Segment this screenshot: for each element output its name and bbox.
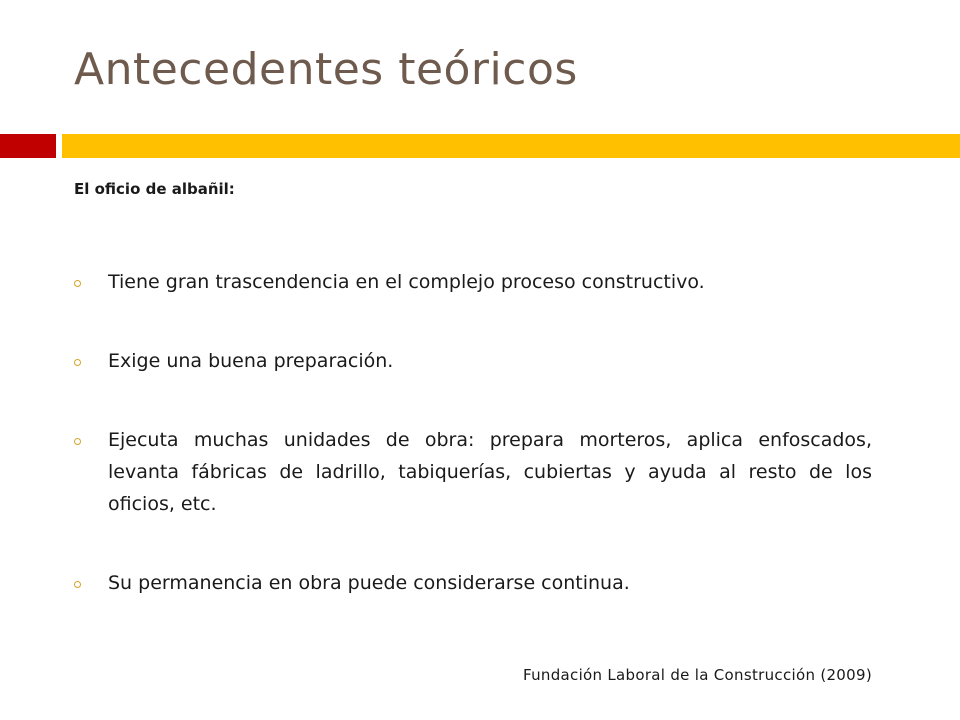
circle-bullet-icon bbox=[74, 359, 81, 366]
bullet-list bbox=[74, 266, 872, 646]
citation: Fundación Laboral de la Construcción (2009) bbox=[522, 666, 872, 684]
bullet-text: Tiene gran trascendencia en el complejo proceso constructivo. bbox=[108, 271, 705, 293]
bullet-text: Su permanencia en obra puede considerarse continua. bbox=[108, 572, 630, 594]
bullet-item-1 bbox=[74, 266, 872, 298]
circle-bullet-icon bbox=[74, 581, 81, 588]
slide-subtitle: El oficio de albañil: bbox=[74, 180, 235, 198]
circle-bullet-icon bbox=[74, 438, 81, 445]
bullet-item-2 bbox=[74, 345, 872, 377]
bullet-text: Exige una buena preparación. bbox=[108, 350, 394, 372]
bullet-item-3 bbox=[74, 424, 872, 520]
circle-bullet-icon bbox=[74, 280, 81, 287]
slide-title: Antecedentes teóricos bbox=[74, 44, 578, 95]
bullet-item-4 bbox=[74, 567, 872, 599]
accent-bar-gold bbox=[62, 134, 960, 158]
accent-bar-red bbox=[0, 134, 56, 158]
bullet-text: Ejecuta muchas unidades de obra: prepara morteros, aplica enfoscados, levanta fábricas de ladrillo, tabiquerías, cubiertas y ayuda al resto de los oficios, etc. bbox=[108, 429, 872, 515]
